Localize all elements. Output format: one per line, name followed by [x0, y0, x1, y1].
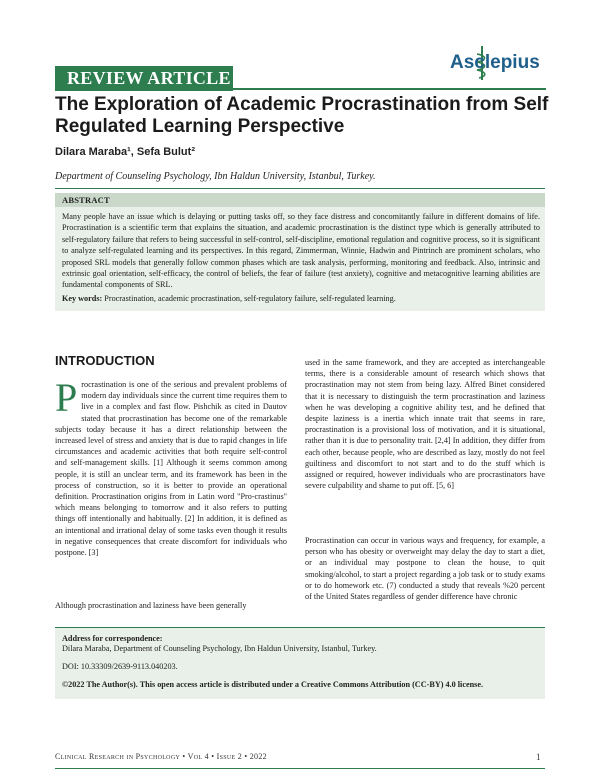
correspondence-heading: Address for correspondence:: [62, 634, 163, 643]
abstract-box: [55, 193, 545, 311]
correspondence-box: [55, 627, 545, 699]
right-column: [305, 357, 545, 491]
section-label: REVIEW ARTICLE: [67, 68, 231, 88]
drop-cap: P: [55, 375, 78, 420]
abstract-text: Many people have an issue which is delaying or putting tasks off, so they face distress and concomitantly failure in different domains of life. Procrastination is a scientific term that explains the situation, and academic procrastination is the distinct type which is generally attributed to self-regulatory failure that refers to being successful in self-control, self-discipline, emotional regulation and cognitive process, so it is significant to analyze self-regulated learning and its perspectives. In this regard, Zimmerman, Winnie, Hadwin and Pintrinch are prominent scholars, who proposed SRL models that generally follow common phases which are task analysis, performing, monitoring and feedback. Also, intrinsic and extrinsic goal orientation, self-efficacy, the control of beliefs, the fear of failure (test anxiety), cognitive and metacognitive learning abilities are fundamental components of SRL.: [62, 212, 540, 290]
left-column: [55, 375, 287, 558]
doi-text: DOI: 10.33309/2639-9113.040203.: [62, 662, 178, 671]
article-authors: Dilara Maraba¹, Sefa Bulut²: [55, 146, 195, 158]
section-label-bar: [55, 66, 233, 91]
keywords: [62, 293, 540, 304]
intro-paragraph-4: Procrastination can occur in various ways and frequency, for example, a person who has obesity or overweight may delay the day to start a diet, or an individual may postpone to clean the house, to quit smoking/alcohol, to start a project regarding a job task or to study exams or to do homework etc. (7) conducted a study that reveals %20 percent of the United States regardless of gender difference have chronic: [305, 536, 545, 602]
intro-paragraph-1: [55, 375, 287, 558]
introduction-heading: INTRODUCTION: [55, 353, 155, 368]
intro-paragraph-3: used in the same framework, and they are accepted as interchangeable terms, there is a considerable amount of research which shows that procrastination may not stem from being lazy. Alfred Binet considered that it is necessary to distinguish the term procrastination and laziness when he was developing a cognitive ability test, and he defined that despite laziness is a inertia which innate trait that seems in rare, procrastination is a provisional loss of motivation, and it is situational, rather than it is due to personality trait. [2,4] In addition, they differ from each other, because people, who are described as lazy, mostly do not feel guiltiness and discomfort to not start and to do the stuff which is assigned or required, however individuals who are procrastinators have severe culpability and shame to put off. [5, 6]: [305, 358, 545, 491]
article-title: The Exploration of Academic Procrastination from Self Regulated Learning Perspective: [55, 94, 549, 137]
page-number: 1: [536, 752, 541, 762]
correspondence-address: Dilara Maraba, Department of Counseling Psychology, Ibn Haldun University, Istanbul, Turkey.: [62, 644, 377, 653]
keywords-text: Procrastination, academic procrastination, self-regulatory failure, self-regulated learning.: [104, 294, 396, 303]
header-rule: [233, 88, 546, 90]
abstract-heading: ABSTRACT: [62, 195, 110, 205]
article-affiliation: Department of Counseling Psychology, Ibn Haldun University, Istanbul, Turkey.: [55, 171, 376, 182]
keywords-label: Key words:: [62, 294, 103, 303]
abstract-header: [55, 193, 545, 207]
journal-footer: Clinical Research in Psychology • Vol 4 • Issue 2 • 2022: [55, 752, 267, 761]
footer-rule: [55, 768, 545, 769]
affiliation-rule: [55, 188, 545, 189]
intro-paragraph-2: Although procrastination and laziness have been generally: [55, 601, 247, 610]
publisher-logo-text: Asclepius: [450, 52, 540, 73]
license-text: ©2022 The Author(s). This open access article is distributed under a Creative Commons Attribution (CC-BY) 4.0 license.: [62, 680, 484, 689]
intro-paragraph-1-text: rocrastination is one of the serious and prevalent problems of modern day individuals since the current time requires them to live in a complex and fast flow. Pishchik as cited in Dautov stated that procrastination has become one of the remarkable subjects today because it has a direct relationship between the increased level of stress and anxiety that is due to rapid changes in life circumstances and academic activities that both require self-control and self-management skills. [1] Although it seems common among people, it is still an unclear term, and its framework has been in the process of construction, so it is better to provide an operational definition. Procrastination origins from in Latin word "Pro-crastinus" which means belonging to tomorrow and it also refers to putting things off intentionally and habitually. [2] In addition, it is defined as an intentional and irrational delay of some tasks even though it results in negative consequences that create discomfort for individuals who postpone. [3]: [55, 380, 287, 558]
